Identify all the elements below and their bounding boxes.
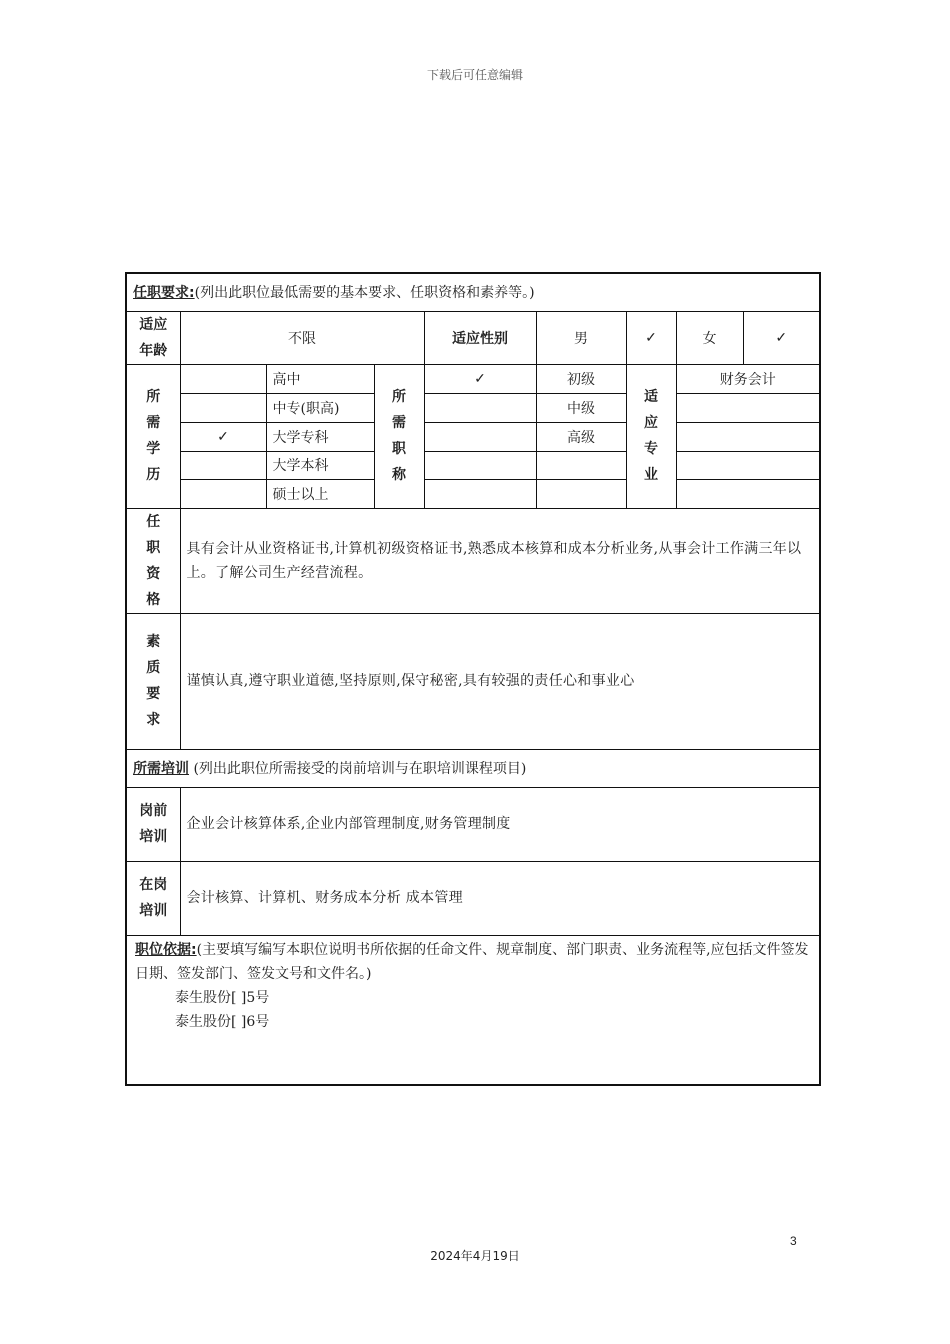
qualification-text: 具有会计从业资格证书,计算机初级资格证书,熟悉成本核算和成本分析业务,从事会计工作满三年以上。了解公司生产经营流程。 — [180, 508, 820, 613]
quality-label: 素 质 要 求 — [126, 613, 180, 749]
training-desc: (列出此职位所需接受的岗前培训与在职培训课程项目) — [193, 761, 527, 777]
education-check[interactable]: ✓ — [180, 422, 266, 451]
education-row — [126, 364, 820, 393]
gender-label: 适应性别 — [424, 311, 536, 364]
title-check[interactable] — [424, 393, 536, 422]
major-option — [676, 393, 820, 422]
education-check[interactable] — [180, 364, 266, 393]
education-check[interactable] — [180, 479, 266, 508]
title-option — [536, 451, 626, 479]
pre-training-row — [126, 787, 820, 861]
basis-title: 职位依据: — [135, 941, 197, 958]
education-label: 所 需 学 历 — [126, 364, 180, 508]
footer-date: 2024年4月19日 — [430, 1249, 520, 1263]
requirements-desc: (列出此职位最低需要的基本要求、任职资格和素养等。) — [194, 285, 535, 302]
title-option: 初级 — [536, 364, 626, 393]
pre-training-text: 企业会计核算体系,企业内部管理制度,财务管理制度 — [180, 787, 820, 861]
education-row — [126, 479, 820, 508]
education-option: 中专(职高) — [266, 393, 374, 422]
training-header — [126, 749, 820, 787]
quality-row — [126, 613, 820, 749]
basis-item: 泰生股份[ ]5号 — [175, 989, 270, 1006]
basis-item: 泰生股份[ ]6号 — [175, 1013, 270, 1030]
title-option — [536, 479, 626, 508]
title-check[interactable] — [424, 479, 536, 508]
gender-female-check[interactable]: ✓ — [743, 311, 820, 364]
requirements-header — [126, 273, 820, 311]
education-option: 大学专科 — [266, 422, 374, 451]
age-gender-row — [126, 311, 820, 364]
gender-male-check[interactable]: ✓ — [626, 311, 676, 364]
training-title: 所需培训 — [133, 761, 189, 777]
header-note: 下载后可任意编辑 — [426, 68, 523, 82]
page-number: 3 — [790, 1234, 797, 1248]
major-option — [676, 451, 820, 479]
title-option: 高级 — [536, 422, 626, 451]
major-option — [676, 479, 820, 508]
title-option: 中级 — [536, 393, 626, 422]
age-value: 不限 — [180, 311, 424, 364]
quality-text: 谨慎认真,遵守职业道德,坚持原则,保守秘密,具有较强的责任心和事业心 — [180, 613, 820, 749]
pre-training-label: 岗前 培训 — [126, 787, 180, 861]
basis-row — [126, 935, 820, 1085]
title-label: 所 需 职 称 — [374, 364, 424, 508]
major-label: 适 应 专 业 — [626, 364, 676, 508]
requirements-title: 任职要求: — [133, 285, 195, 302]
qualification-label: 任 职 资 格 — [126, 508, 180, 613]
job-requirements-table — [125, 272, 821, 1086]
education-option: 硕士以上 — [266, 479, 374, 508]
onjob-training-label: 在岗 培训 — [126, 861, 180, 935]
education-option: 高中 — [266, 364, 374, 393]
major-option — [676, 422, 820, 451]
education-check[interactable] — [180, 393, 266, 422]
education-row — [126, 422, 820, 451]
title-check[interactable] — [424, 422, 536, 451]
gender-female: 女 — [676, 311, 743, 364]
education-row — [126, 393, 820, 422]
basis-desc: (主要填写编写本职位说明书所依据的任命文件、规章制度、部门职责、业务流程等,应包括文件签发日期、签发部门、签发文号和文件名。) — [135, 941, 809, 982]
education-option: 大学本科 — [266, 451, 374, 479]
requirements-header-row — [126, 273, 820, 311]
title-check[interactable]: ✓ — [424, 364, 536, 393]
qualification-row — [126, 508, 820, 613]
onjob-training-text: 会计核算、计算机、财务成本分析 成本管理 — [180, 861, 820, 935]
onjob-training-row — [126, 861, 820, 935]
training-header-row — [126, 749, 820, 787]
education-row — [126, 451, 820, 479]
basis-cell — [126, 935, 820, 1085]
major-option: 财务会计 — [676, 364, 820, 393]
gender-male: 男 — [536, 311, 626, 364]
title-check[interactable] — [424, 451, 536, 479]
age-label: 适应 年龄 — [126, 311, 180, 364]
education-check[interactable] — [180, 451, 266, 479]
